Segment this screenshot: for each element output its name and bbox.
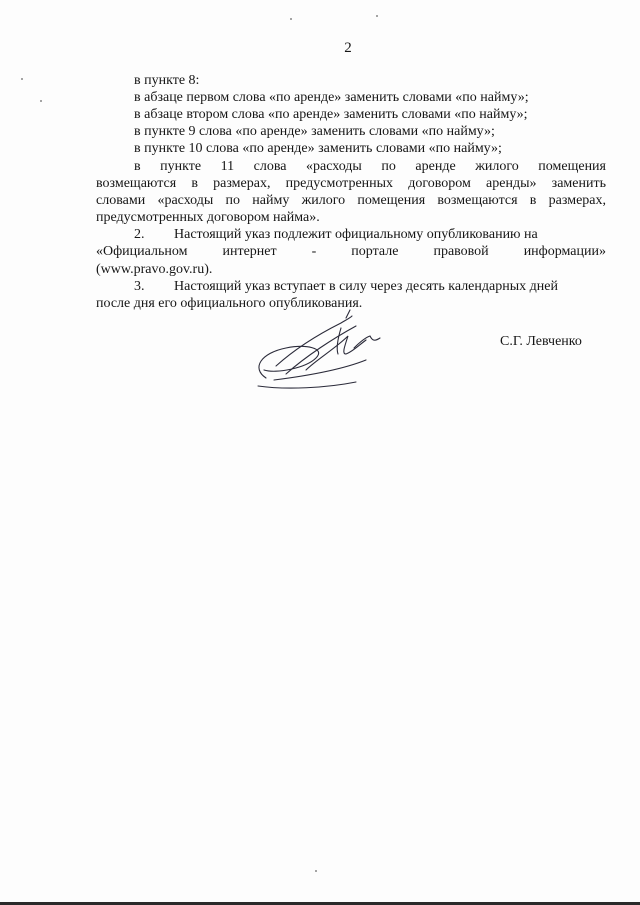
text-line-point-11-cont-1: возмещаются в размерах, предусмотренных договором аренды» заменить	[96, 176, 606, 191]
text-line-point-9: в пункте 9 слова «по аренде» заменить словами «по найму»;	[134, 124, 495, 139]
item-number: 2.	[134, 227, 145, 242]
text-line-second-paragraph: в абзаце втором слова «по аренде» заменить словами «по найму»;	[134, 107, 528, 122]
text-line-first-paragraph: в абзаце первом слова «по аренде» заменить словами «по найму»;	[134, 90, 529, 105]
scan-speck	[315, 870, 317, 872]
text-line-point-11-cont-2: словами «расходы по найму жилого помещения возмещаются в размерах,	[96, 193, 606, 208]
text-line-point-11: в пункте 11 слова «расходы по аренде жилого помещения	[134, 159, 606, 174]
text-line-portal: «Официальном интернет - портале правовой информации»	[96, 244, 606, 259]
scan-speck	[21, 78, 23, 80]
item-3-text: Настоящий указ вступает в силу через десять календарных дней	[174, 279, 558, 294]
text-line-point-11-cont-3: предусмотренных договором найма».	[96, 210, 320, 225]
item-2-line	[134, 226, 606, 244]
scan-speck	[290, 18, 292, 20]
text-line-point-8: в пункте 8:	[134, 73, 200, 88]
scan-speck	[40, 100, 42, 102]
text-line-publication: после дня его официального опубликования.	[96, 296, 363, 311]
text-line-url: (www.pravo.gov.ru).	[96, 262, 213, 277]
item-number: 3.	[134, 279, 145, 294]
page-number: 2	[344, 40, 352, 56]
scan-speck	[376, 15, 378, 17]
item-2-text: Настоящий указ подлежит официальному опубликованию на	[174, 227, 538, 242]
text-line-point-10: в пункте 10 слова «по аренде» заменить словами «по найму»;	[134, 141, 502, 156]
item-3-line	[134, 278, 606, 296]
signatory-name: С.Г. Левченко	[500, 334, 582, 349]
handwritten-signature-icon	[246, 308, 396, 394]
